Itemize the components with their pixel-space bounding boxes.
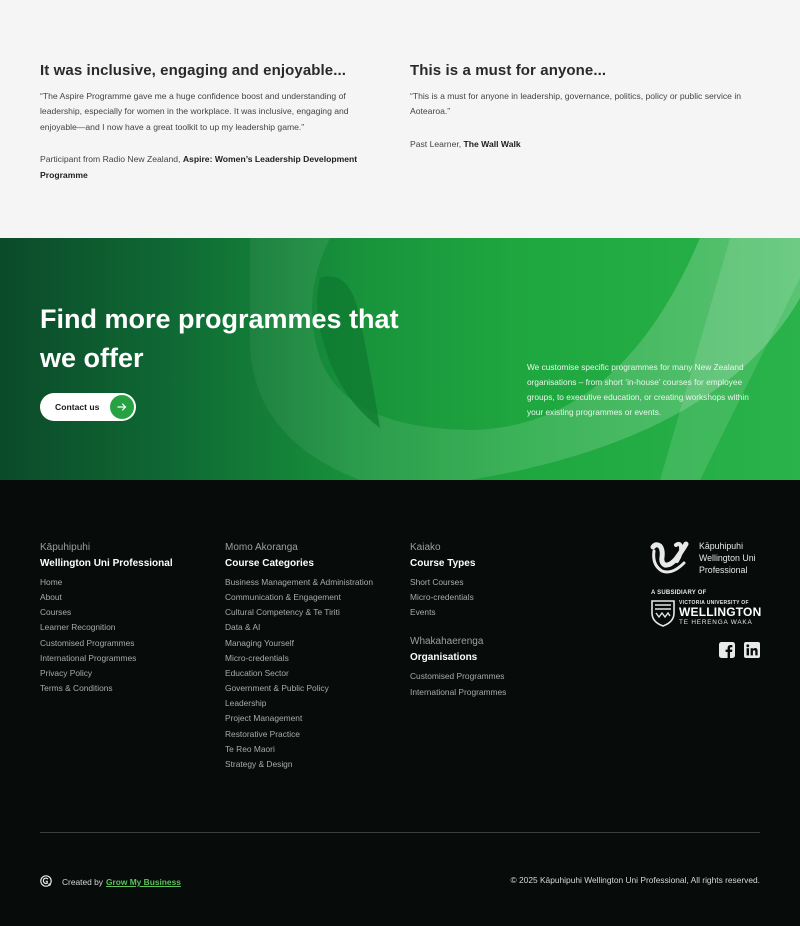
footer-link-about[interactable]: About: [40, 592, 62, 603]
footer-link-micro-credentials[interactable]: Micro-credentials: [410, 592, 474, 603]
footer-link-org-international[interactable]: International Programmes: [410, 686, 507, 697]
created-by-prefix: Created by: [62, 877, 103, 887]
footer-link-list: [410, 575, 506, 620]
site-footer: [0, 480, 800, 926]
university-crest-icon: [651, 600, 675, 627]
cta-banner: [0, 238, 800, 480]
brand-name: [699, 540, 756, 576]
brand-line-2: Wellington Uni: [699, 553, 756, 563]
footer-column-main: [40, 542, 173, 696]
footer-link-list: [410, 669, 506, 699]
testimonial-1: [40, 62, 370, 183]
footer-link-learner-recognition[interactable]: Learner Recognition: [40, 622, 116, 633]
footer-link-list: [225, 575, 373, 772]
testimonial-title: This is a must for anyone...: [410, 62, 607, 79]
attribution-source: Past Learner,: [410, 138, 464, 149]
footer-divider: [40, 832, 760, 833]
footer-link-category[interactable]: Data & AI: [225, 622, 261, 633]
subsidiary-maori-name: TE HERENGA WAKA: [679, 619, 753, 626]
arrow-right-icon: [110, 395, 134, 419]
subsidiary-vu: VICTORIA UNIVERSITY OF: [679, 600, 749, 606]
footer-link-home[interactable]: Home: [40, 577, 63, 587]
footer-link-category[interactable]: Government & Public Policy: [225, 683, 329, 694]
footer-link-category[interactable]: Education Sector: [225, 667, 289, 678]
column-eyebrow: Kaiako: [410, 542, 441, 553]
testimonial-2: [410, 62, 760, 152]
column-eyebrow: Momo Akoranga: [225, 542, 298, 553]
footer-link-category[interactable]: Project Management: [225, 713, 303, 724]
footer-link-category[interactable]: Managing Yourself: [225, 637, 294, 648]
footer-group-organisations: [410, 636, 506, 699]
facebook-icon[interactable]: [719, 642, 735, 658]
grow-my-business-link[interactable]: Grow My Business: [105, 877, 181, 887]
footer-link-org-customised[interactable]: Customised Programmes: [410, 671, 505, 682]
testimonial-body: “This is a must for anyone in leadership, governance, politics, policy or public service in Aotearoa.”: [410, 91, 742, 117]
attribution-programme: Aspire: Women’s Leadership Development Programme: [40, 154, 358, 180]
footer-link-category[interactable]: Communication & Engagement: [225, 592, 341, 603]
column-eyebrow: Whakahaerenga: [410, 636, 484, 648]
column-heading: Wellington Uni Professional: [40, 558, 173, 569]
footer-link-category[interactable]: Leadership: [225, 698, 267, 709]
attribution-programme: The Wall Walk: [463, 138, 521, 149]
footer-link-category[interactable]: Cultural Competency & Te Tiriti: [225, 607, 340, 618]
testimonial-attribution: [40, 152, 370, 183]
copyright-text: © 2025 Kāpuhipuhi Wellington Uni Professional, All rights reserved.: [510, 875, 760, 885]
testimonial-attribution: [410, 137, 760, 152]
linkedin-icon[interactable]: [744, 642, 760, 658]
cta-heading: Find more programmes that we offer: [40, 304, 399, 373]
column-heading: Course Types: [410, 558, 476, 569]
footer-link-customised-programmes[interactable]: Customised Programmes: [40, 637, 135, 648]
testimonial-body: “The Aspire Programme gave me a huge confidence boost and understanding of leadership, especially for women in the workplace. It was inclusive, engaging and enjoyable—and I now have a great toolkit to up my leadership game.”: [40, 91, 349, 132]
column-heading: Course Categories: [225, 558, 314, 569]
contact-us-button[interactable]: [40, 393, 136, 421]
brand-logo[interactable]: [650, 539, 765, 579]
footer-column-course-types: [410, 542, 506, 700]
footer-column-categories: [225, 542, 373, 772]
footer-link-courses[interactable]: Courses: [40, 607, 72, 618]
testimonials-section: [0, 0, 800, 238]
footer-link-category[interactable]: Restorative Practice: [225, 728, 300, 739]
testimonial-title: It was inclusive, engaging and enjoyable...: [40, 62, 347, 79]
footer-link-category[interactable]: Strategy & Design: [225, 758, 293, 769]
column-heading: Organisations: [410, 652, 478, 664]
grow-my-business-icon: [40, 875, 52, 889]
brand-line-3: Professional: [699, 565, 748, 575]
footer-link-category[interactable]: Business Management & Administration: [225, 577, 374, 587]
cta-description: We customise specific programmes for many New Zealand organisations – from short ‘in-house’ courses for employee groups, to executive education, or creating workshops within your existing programmes or events.: [527, 362, 749, 417]
footer-link-terms[interactable]: Terms & Conditions: [40, 683, 113, 694]
footer-link-short-courses[interactable]: Short Courses: [410, 577, 464, 587]
footer-link-category[interactable]: Te Reo Maori: [225, 743, 275, 754]
footer-link-events[interactable]: Events: [410, 607, 436, 618]
footer-link-international-programmes[interactable]: International Programmes: [40, 652, 137, 663]
attribution-source: Participant from Radio New Zealand,: [40, 154, 183, 165]
kapuhipuhi-logo-icon: [650, 541, 692, 575]
subsidiary-logo[interactable]: [651, 590, 763, 626]
subsidiary-wellington: WELLINGTON: [679, 605, 762, 619]
brand-line-1: Kāpuhipuhi: [699, 541, 744, 551]
footer-link-privacy-policy[interactable]: Privacy Policy: [40, 667, 93, 678]
column-eyebrow: Kāpuhipuhi: [40, 542, 91, 553]
subsidiary-label: A SUBSIDIARY OF: [651, 590, 707, 596]
footer-link-list: [40, 575, 173, 696]
footer-link-category[interactable]: Micro-credentials: [225, 652, 289, 663]
contact-us-label: Contact us: [55, 402, 100, 412]
created-by: [40, 875, 181, 889]
